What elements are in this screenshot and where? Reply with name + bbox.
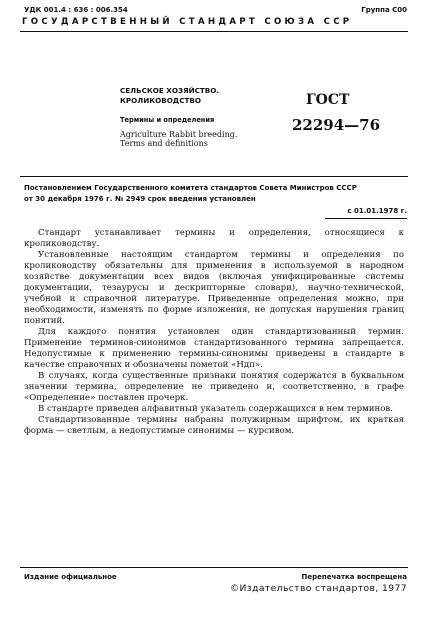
paragraph: Стандартизованные термины набраны полужирным шрифтом, их краткая форма — светлым, а недопустимые синонимы — курсивом. [24,415,404,436]
title-line-2: КРОЛИКОВОДСТВО [120,96,201,105]
decree-text [24,183,408,205]
terms-en [120,130,260,148]
terms-ru: Термины и определения [120,116,215,124]
udk-code: УДК 001.4 : 636 : 006.354 [24,6,128,14]
paragraph: Стандарт устанавливает термины и определения, относящиеся к кролиководству. [24,228,404,249]
gost-label: ГОСТ [306,92,350,108]
reprint-prohibited-note: Перепечатка воспрещена [301,573,407,581]
decree-line-1: Постановлением Государственного комитета стандартов Совета Министров СССР [24,184,357,192]
effective-date: с 01.01.1978 г. [347,207,407,215]
paragraph: В случаях, когда существенные признаки понятия содержатся в буквальном значении термина, определение не приведено и, соответственно, в графе «Определение» поставлен прочерк. [24,371,404,403]
official-edition-note: Издание официальное [24,573,117,581]
paragraph: Для каждого понятия установлен один стандартизованный термин. Применение терминов-синонимов стандартизованного термина запрещается. Недопустимые к применению термины-синонимы приведены в стандарте в качестве справочных и обозначены пометой «Ндп». [24,327,404,370]
date-underline [325,218,407,219]
decree-line-2: от 30 декабря 1976 г. № 2949 срок введения установлен [24,195,256,203]
standard-title [120,86,260,106]
top-rule [20,31,408,32]
bottom-rule [20,567,408,568]
publisher-copyright: ©Издательство стандартов, 1977 [229,583,407,594]
paragraph: Установленные настоящим стандартом термины и определения по кролиководству обязательны для применения в используемой в народном хозяйстве документации всех видов (включая унифицированные системы документации, тезаурусы и дескрипторные словари), научно-технической, учебной и справочной литературе. Приведенные определения можно, при необходимости, изменять по форме изложения, не допуская нарушения границ понятий. [24,250,404,326]
terms-en-line-1: Agriculture Rabbit breeding. [120,130,238,139]
paragraph: В стандарте приведен алфавитный указатель содержащихся в нем терминов. [38,404,393,414]
group-code: Группа С00 [361,6,407,14]
title-line-1: СЕЛЬСКОЕ ХОЗЯЙСТВО. [120,86,220,95]
body-text [24,228,404,437]
gost-number: 22294—76 [292,116,381,134]
middle-rule [20,176,408,177]
state-standard-heading: ГОСУДАРСТВЕННЫЙ СТАНДАРТ СОЮЗА ССР [22,17,353,27]
terms-en-line-2: Terms and definitions [120,139,208,148]
